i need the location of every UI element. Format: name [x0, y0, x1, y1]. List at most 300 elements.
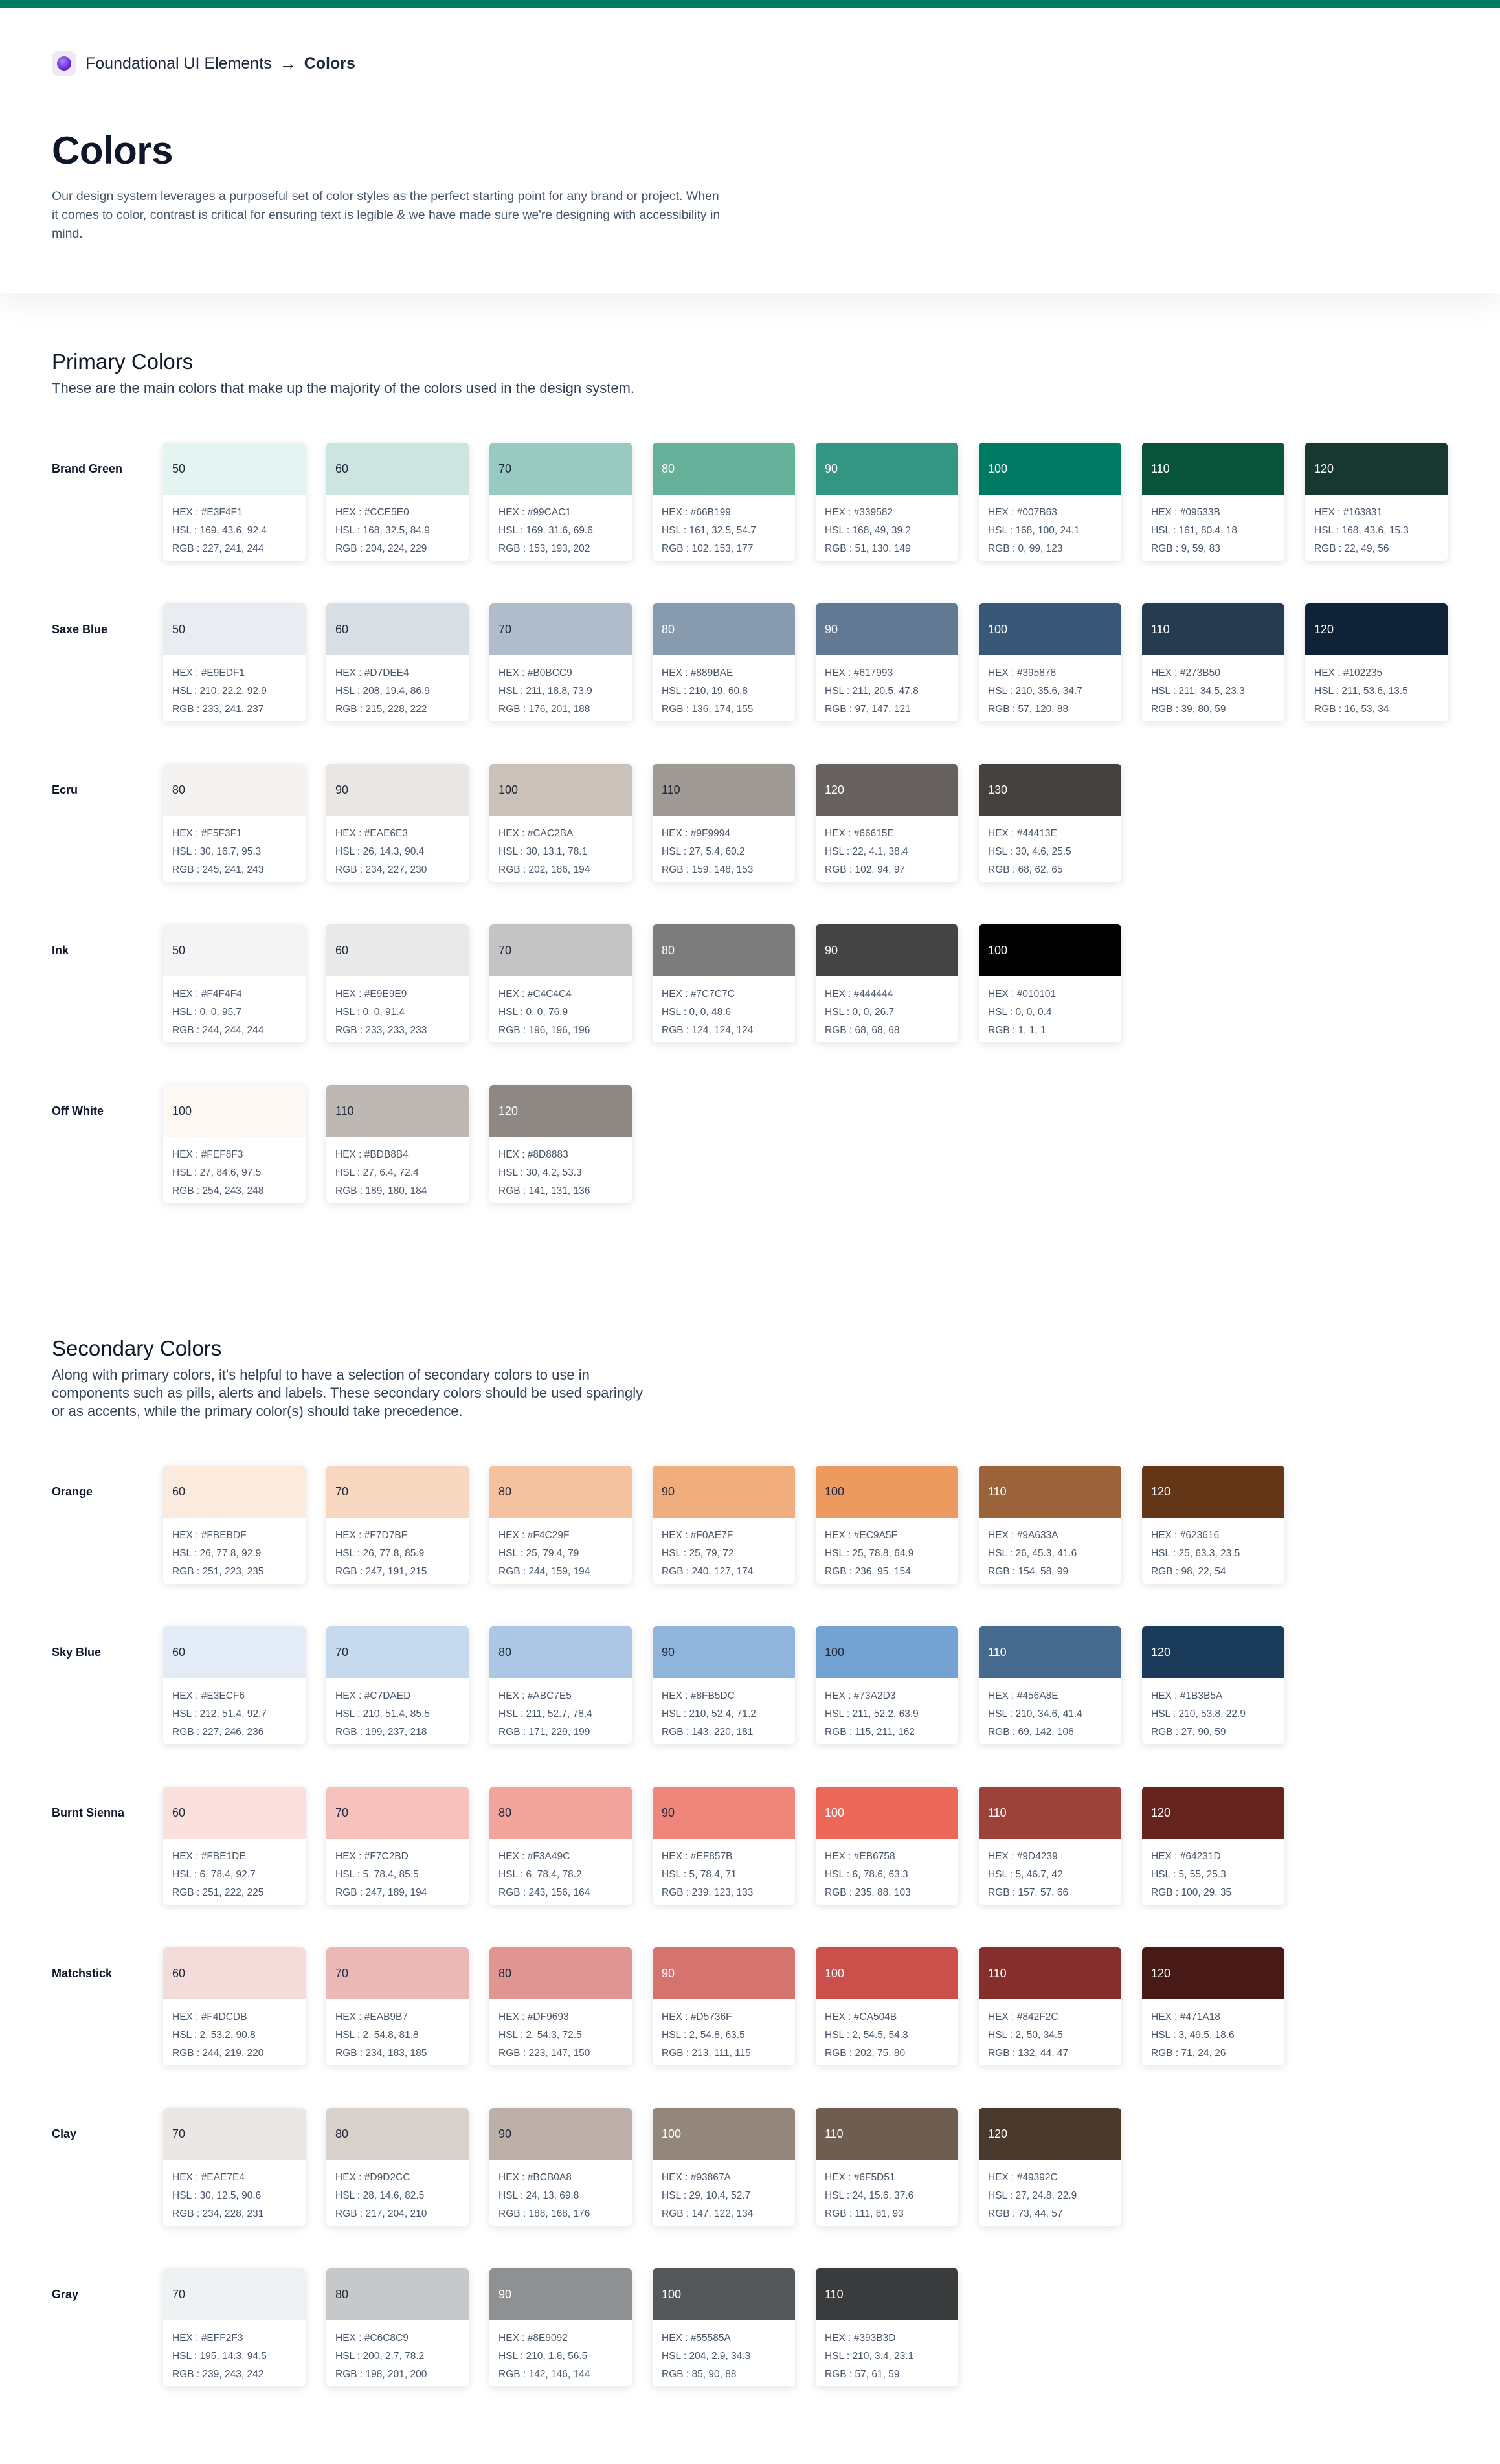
color-family-row — [52, 603, 1448, 764]
rgb-value: RGB : 115, 211, 162 — [825, 1727, 915, 1738]
color-swatch-card[interactable] — [979, 1466, 1121, 1584]
swatch-values — [1305, 655, 1448, 719]
swatch-values — [653, 2320, 795, 2384]
hsl-value: HSL : 200, 2.7, 78.2 — [335, 2351, 425, 2362]
hsl-value: HSL : 30, 4.6, 25.5 — [988, 846, 1071, 857]
color-swatch-card[interactable] — [979, 1626, 1121, 1744]
rgb-value: RGB : 247, 191, 215 — [335, 1566, 427, 1577]
hsl-value: HSL : 211, 52.2, 63.9 — [825, 1708, 919, 1719]
color-swatch-card[interactable] — [163, 764, 306, 882]
hex-value: HEX : #CA504B — [825, 2011, 897, 2022]
color-swatch — [816, 1787, 958, 1839]
rgb-value: RGB : 202, 75, 80 — [825, 2048, 906, 2059]
rgb-value: RGB : 189, 180, 184 — [335, 1185, 427, 1196]
swatch-values — [163, 655, 306, 719]
page-header — [0, 8, 1500, 293]
hex-value: HEX : #93867A — [662, 2172, 731, 2183]
hex-value: HEX : #66615E — [825, 828, 894, 839]
hex-value: HEX : #F0AE7F — [662, 1530, 733, 1541]
hex-value: HEX : #73A2D3 — [825, 1690, 896, 1701]
color-swatch-card[interactable] — [979, 603, 1121, 721]
hsl-value: HSL : 25, 79.4, 79 — [498, 1548, 579, 1559]
color-swatch-card[interactable] — [326, 924, 469, 1042]
swatch-values — [653, 1518, 795, 1581]
rgb-value: RGB : 251, 222, 225 — [172, 1887, 264, 1898]
rgb-value: RGB : 236, 95, 154 — [825, 1566, 911, 1577]
hsl-value: HSL : 5, 46.7, 42 — [988, 1869, 1063, 1880]
swatch-values — [163, 2160, 306, 2223]
secondary-color-families — [52, 1466, 1448, 2429]
color-swatch-card[interactable] — [489, 1947, 632, 2065]
color-swatch-card[interactable] — [163, 924, 306, 1042]
color-swatch-card[interactable] — [163, 1787, 306, 1905]
color-swatch-card[interactable] — [163, 1626, 306, 1744]
rgb-value: RGB : 254, 243, 248 — [172, 1185, 264, 1196]
rgb-value: RGB : 188, 168, 176 — [498, 2208, 590, 2219]
hsl-value: HSL : 5, 78.4, 71 — [662, 1869, 737, 1880]
swatch-values — [1142, 495, 1284, 558]
hsl-value: HSL : 211, 53.6, 13.5 — [1314, 686, 1408, 697]
swatch-list — [163, 2108, 1142, 2226]
swatch-step-label: 100 — [988, 462, 1008, 475]
color-swatch-card[interactable] — [326, 1085, 469, 1203]
hex-value: HEX : #163831 — [1314, 507, 1383, 518]
swatch-step-label: 90 — [498, 2127, 512, 2140]
swatch-step-label: 90 — [662, 1645, 675, 1659]
color-family-row — [52, 1947, 1448, 2108]
swatch-step-label: 120 — [988, 2127, 1008, 2140]
rgb-value: RGB : 16, 53, 34 — [1314, 704, 1389, 715]
rgb-value: RGB : 0, 99, 123 — [988, 543, 1063, 554]
color-swatch-card[interactable] — [163, 603, 306, 721]
swatch-step-label: 120 — [1151, 1806, 1171, 1819]
color-swatch-card[interactable] — [489, 1626, 632, 1744]
color-swatch-card[interactable] — [653, 2268, 795, 2386]
rgb-value: RGB : 39, 80, 59 — [1151, 704, 1226, 715]
color-swatch-card[interactable] — [326, 603, 469, 721]
hsl-value: HSL : 26, 77.8, 85.9 — [335, 1548, 425, 1559]
color-swatch — [816, 1626, 958, 1678]
color-swatch — [326, 764, 469, 816]
color-family-row — [52, 2268, 1448, 2429]
color-swatch-card[interactable] — [1305, 603, 1448, 721]
swatch-step-label: 110 — [825, 2127, 844, 2140]
color-swatch-card[interactable] — [979, 2108, 1121, 2226]
rgb-value: RGB : 57, 120, 88 — [988, 704, 1069, 715]
color-swatch — [163, 603, 306, 655]
hsl-value: HSL : 27, 84.6, 97.5 — [172, 1167, 262, 1178]
swatch-values — [979, 495, 1121, 558]
color-family-row — [52, 1466, 1448, 1626]
color-swatch-card[interactable] — [653, 2108, 795, 2226]
color-swatch — [816, 443, 958, 495]
swatch-values — [653, 1839, 795, 1902]
rgb-value: RGB : 239, 123, 133 — [662, 1887, 754, 1898]
color-swatch — [1142, 1947, 1284, 1999]
color-swatch-card[interactable] — [816, 603, 958, 721]
color-swatch-card[interactable] — [326, 2268, 469, 2386]
rgb-value: RGB : 244, 244, 244 — [172, 1025, 264, 1036]
swatch-step-label: 120 — [1314, 462, 1334, 475]
color-family-label: Matchstick — [52, 1967, 113, 1980]
color-swatch-card[interactable] — [163, 1085, 306, 1203]
swatch-values — [326, 816, 469, 879]
color-swatch — [326, 443, 469, 495]
swatch-values — [816, 1839, 958, 1902]
swatch-step-label: 60 — [172, 1484, 186, 1498]
color-swatch-card[interactable] — [326, 1466, 469, 1584]
hex-value: HEX : #393B3D — [825, 2333, 896, 2344]
swatch-values — [489, 1839, 632, 1902]
hsl-value: HSL : 211, 52.7, 78.4 — [498, 1708, 592, 1719]
color-swatch-card[interactable] — [163, 1466, 306, 1584]
color-swatch-card[interactable] — [163, 443, 306, 561]
swatch-step-label: 70 — [335, 1806, 349, 1819]
swatch-values — [816, 1518, 958, 1581]
swatch-step-label: 70 — [498, 943, 512, 957]
rgb-value: RGB : 97, 147, 121 — [825, 704, 911, 715]
rgb-value: RGB : 233, 241, 237 — [172, 704, 264, 715]
color-swatch — [489, 924, 632, 976]
color-swatch-card[interactable] — [653, 603, 795, 721]
color-swatch-card[interactable] — [653, 924, 795, 1042]
color-swatch — [979, 764, 1121, 816]
hsl-value: HSL : 168, 32.5, 84.9 — [335, 525, 430, 536]
hsl-value: HSL : 24, 15.6, 37.6 — [825, 2190, 914, 2201]
color-swatch-card[interactable] — [653, 1947, 795, 2065]
rgb-value: RGB : 111, 81, 93 — [825, 2208, 904, 2219]
swatch-list — [163, 2268, 979, 2386]
rgb-value: RGB : 142, 146, 144 — [498, 2369, 590, 2380]
swatch-values — [489, 816, 632, 879]
rgb-value: RGB : 234, 228, 231 — [172, 2208, 264, 2219]
hex-value: HEX : #8E9092 — [498, 2333, 568, 2344]
color-swatch-card[interactable] — [326, 1626, 469, 1744]
app-logo-icon[interactable] — [52, 51, 76, 76]
rgb-value: RGB : 245, 241, 243 — [172, 864, 264, 875]
swatch-values — [326, 1999, 469, 2063]
color-swatch-card[interactable] — [816, 1947, 958, 2065]
rgb-value: RGB : 132, 44, 47 — [988, 2048, 1069, 2059]
swatch-step-label: 80 — [662, 622, 675, 636]
color-swatch-card[interactable] — [1142, 1466, 1284, 1584]
color-family-label: Saxe Blue — [52, 623, 108, 636]
hsl-value: HSL : 169, 43.6, 92.4 — [172, 525, 267, 536]
swatch-step-label: 60 — [172, 1966, 186, 1980]
hsl-value: HSL : 2, 54.3, 72.5 — [498, 2030, 582, 2041]
rgb-value: RGB : 9, 59, 83 — [1151, 543, 1220, 554]
rgb-value: RGB : 124, 124, 124 — [662, 1025, 754, 1036]
color-swatch — [653, 603, 795, 655]
color-swatch-card[interactable] — [816, 2108, 958, 2226]
hsl-value: HSL : 22, 4.1, 38.4 — [825, 846, 908, 857]
hsl-value: HSL : 29, 10.4, 52.7 — [662, 2190, 751, 2201]
swatch-step-label: 90 — [825, 943, 838, 957]
hsl-value: HSL : 0, 0, 95.7 — [172, 1007, 242, 1018]
color-swatch-card[interactable] — [489, 2268, 632, 2386]
color-swatch-card[interactable] — [653, 764, 795, 882]
hex-value: HEX : #623616 — [1151, 1530, 1220, 1541]
swatch-values — [326, 1839, 469, 1902]
color-family-label: Clay — [52, 2127, 77, 2140]
hex-value: HEX : #889BAE — [662, 667, 733, 678]
color-swatch — [163, 1466, 306, 1518]
swatch-step-label: 70 — [498, 622, 512, 636]
color-family-row — [52, 1626, 1448, 1787]
color-swatch-card[interactable] — [489, 603, 632, 721]
swatch-values — [326, 1137, 469, 1200]
hsl-value: HSL : 204, 2.9, 34.3 — [662, 2351, 751, 2362]
color-swatch — [979, 603, 1121, 655]
swatch-step-label: 110 — [335, 1104, 354, 1117]
hsl-value: HSL : 212, 51.4, 92.7 — [172, 1708, 267, 1719]
rgb-value: RGB : 141, 131, 136 — [498, 1185, 590, 1196]
swatch-step-label: 80 — [662, 462, 675, 475]
hex-value: HEX : #F4F4F4 — [172, 989, 242, 1000]
hsl-value: HSL : 211, 34.5, 23.3 — [1151, 686, 1245, 697]
swatch-step-label: 80 — [498, 1645, 512, 1659]
hsl-value: HSL : 30, 4.2, 53.3 — [498, 1167, 582, 1178]
swatch-step-label: 100 — [988, 622, 1008, 636]
color-swatch-card[interactable] — [489, 1787, 632, 1905]
hex-value: HEX : #55585A — [662, 2333, 731, 2344]
swatch-values — [326, 2320, 469, 2384]
color-swatch — [979, 924, 1121, 976]
color-swatch — [653, 924, 795, 976]
rgb-value: RGB : 247, 189, 194 — [335, 1887, 427, 1898]
color-swatch — [816, 2108, 958, 2160]
swatch-step-label: 110 — [1151, 622, 1170, 636]
color-swatch — [163, 1085, 306, 1137]
rgb-value: RGB : 85, 90, 88 — [662, 2369, 737, 2380]
color-swatch — [163, 443, 306, 495]
swatch-list — [163, 1947, 1305, 2065]
swatch-step-label: 60 — [335, 622, 349, 636]
hex-value: HEX : #CAC2BA — [498, 828, 574, 839]
swatch-values — [979, 976, 1121, 1040]
color-swatch-card[interactable] — [489, 1085, 632, 1203]
color-swatch-card[interactable] — [489, 1466, 632, 1584]
swatch-step-label: 110 — [988, 1484, 1007, 1498]
rgb-value: RGB : 202, 186, 194 — [498, 864, 590, 875]
hex-value: HEX : #EAE7E4 — [172, 2172, 245, 2183]
hsl-value: HSL : 161, 80.4, 18 — [1151, 525, 1237, 536]
swatch-values — [1142, 1839, 1284, 1902]
color-swatch — [489, 1085, 632, 1137]
color-swatch-card[interactable] — [1142, 1787, 1284, 1905]
hsl-value: HSL : 2, 54.5, 54.3 — [825, 2030, 908, 2041]
hex-value: HEX : #09533B — [1151, 507, 1220, 518]
swatch-list — [163, 764, 1142, 882]
color-swatch-card[interactable] — [163, 2268, 306, 2386]
hex-value: HEX : #EFF2F3 — [172, 2333, 243, 2344]
swatch-list — [163, 924, 1142, 1042]
swatch-step-label: 70 — [172, 2287, 186, 2301]
color-swatch-card[interactable] — [489, 443, 632, 561]
swatch-values — [979, 1518, 1121, 1581]
swatch-values — [326, 1518, 469, 1581]
rgb-value: RGB : 98, 22, 54 — [1151, 1566, 1226, 1577]
color-swatch-card[interactable] — [979, 1947, 1121, 2065]
hex-value: HEX : #FBE1DE — [172, 1851, 246, 1862]
color-swatch-card[interactable] — [979, 764, 1121, 882]
color-swatch-card[interactable] — [979, 924, 1121, 1042]
rgb-value: RGB : 239, 243, 242 — [172, 2369, 264, 2380]
rgb-value: RGB : 235, 88, 103 — [825, 1887, 911, 1898]
hex-value: HEX : #617993 — [825, 667, 893, 678]
color-swatch-card[interactable] — [653, 1466, 795, 1584]
color-swatch — [326, 603, 469, 655]
color-swatch-card[interactable] — [816, 443, 958, 561]
color-swatch — [1142, 1626, 1284, 1678]
hex-value: HEX : #8FB5DC — [662, 1690, 735, 1701]
swatch-values — [326, 976, 469, 1040]
color-swatch-card[interactable] — [816, 1787, 958, 1905]
hex-value: HEX : #471A18 — [1151, 2011, 1220, 2022]
hsl-value: HSL : 27, 24.8, 22.9 — [988, 2190, 1077, 2201]
color-swatch-card[interactable] — [816, 1466, 958, 1584]
swatch-values — [979, 816, 1121, 879]
rgb-value: RGB : 71, 24, 26 — [1151, 2048, 1226, 2059]
swatch-values — [653, 495, 795, 558]
hsl-value: HSL : 168, 100, 24.1 — [988, 525, 1080, 536]
color-swatch-card[interactable] — [979, 1787, 1121, 1905]
hsl-value: HSL : 5, 78.4, 85.5 — [335, 1869, 419, 1880]
swatch-values — [163, 1999, 306, 2063]
color-swatch — [163, 924, 306, 976]
color-swatch-card[interactable] — [816, 2268, 958, 2386]
hex-value: HEX : #F7C2BD — [335, 1851, 409, 1862]
rgb-value: RGB : 159, 148, 153 — [662, 864, 754, 875]
color-swatch-card[interactable] — [489, 2108, 632, 2226]
rgb-value: RGB : 215, 228, 222 — [335, 704, 427, 715]
rgb-value: RGB : 227, 246, 236 — [172, 1727, 264, 1738]
arrow-right-icon: → — [279, 53, 297, 73]
rgb-value: RGB : 199, 237, 218 — [335, 1727, 427, 1738]
rgb-value: RGB : 68, 62, 65 — [988, 864, 1063, 875]
color-swatch-card[interactable] — [653, 1787, 795, 1905]
color-swatch — [163, 1787, 306, 1839]
color-swatch-card[interactable] — [979, 443, 1121, 561]
rgb-value: RGB : 100, 29, 35 — [1151, 1887, 1232, 1898]
rgb-value: RGB : 217, 204, 210 — [335, 2208, 427, 2219]
rgb-value: RGB : 143, 220, 181 — [662, 1727, 754, 1738]
rgb-value: RGB : 154, 58, 99 — [988, 1566, 1069, 1577]
color-swatch — [326, 1947, 469, 1999]
swatch-step-label: 70 — [335, 1484, 349, 1498]
hsl-value: HSL : 2, 50, 34.5 — [988, 2030, 1063, 2041]
hsl-value: HSL : 30, 12.5, 90.6 — [172, 2190, 262, 2201]
color-swatch-card[interactable] — [326, 2108, 469, 2226]
hex-value: HEX : #DF9693 — [498, 2011, 569, 2022]
swatch-step-label: 100 — [825, 1645, 845, 1659]
swatch-values — [816, 976, 958, 1040]
swatch-values — [816, 1678, 958, 1742]
color-swatch — [1142, 603, 1284, 655]
hsl-value: HSL : 210, 22.2, 92.9 — [172, 686, 267, 697]
color-swatch-card[interactable] — [1142, 443, 1284, 561]
color-swatch-card[interactable] — [816, 1626, 958, 1744]
color-swatch-card[interactable] — [489, 764, 632, 882]
hsl-value: HSL : 25, 63.3, 23.5 — [1151, 1548, 1240, 1559]
primary-color-families — [52, 443, 1448, 1246]
color-swatch — [326, 2108, 469, 2160]
color-swatch-card[interactable] — [163, 1947, 306, 2065]
color-swatch-card[interactable] — [326, 1787, 469, 1905]
color-swatch — [163, 1947, 306, 1999]
color-family-row — [52, 443, 1448, 603]
color-swatch-card[interactable] — [1142, 1947, 1284, 2065]
section-title: Secondary Colors — [52, 1336, 222, 1360]
hsl-value: HSL : 28, 14.6, 82.5 — [335, 2190, 425, 2201]
swatch-values — [816, 495, 958, 558]
rgb-value: RGB : 1, 1, 1 — [988, 1025, 1046, 1036]
swatch-step-label: 80 — [498, 1484, 512, 1498]
swatch-values — [1305, 495, 1448, 558]
hex-value: HEX : #F4DCDB — [172, 2011, 247, 2022]
swatch-step-label: 100 — [662, 2127, 682, 2140]
color-swatch-card[interactable] — [653, 1626, 795, 1744]
swatch-step-label: 120 — [1314, 622, 1334, 636]
color-swatch-card[interactable] — [326, 764, 469, 882]
swatch-values — [979, 1678, 1121, 1742]
hsl-value: HSL : 168, 43.6, 15.3 — [1314, 525, 1409, 536]
color-family-label: Burnt Sienna — [52, 1806, 125, 1819]
rgb-value: RGB : 102, 153, 177 — [662, 543, 754, 554]
hsl-value: HSL : 0, 0, 76.9 — [498, 1007, 568, 1018]
swatch-step-label: 70 — [335, 1645, 349, 1659]
color-swatch-card[interactable] — [816, 924, 958, 1042]
swatch-values — [816, 816, 958, 879]
color-swatch-card[interactable] — [1142, 603, 1284, 721]
hsl-value: HSL : 25, 79, 72 — [662, 1548, 734, 1559]
color-swatch — [653, 1787, 795, 1839]
hex-value: HEX : #456A8E — [988, 1690, 1058, 1701]
color-swatch-card[interactable] — [1305, 443, 1448, 561]
color-swatch — [326, 2268, 469, 2320]
hsl-value: HSL : 26, 14.3, 90.4 — [335, 846, 425, 857]
hsl-value: HSL : 2, 54.8, 63.5 — [662, 2030, 745, 2041]
swatch-values — [1142, 1518, 1284, 1581]
rgb-value: RGB : 233, 233, 233 — [335, 1025, 427, 1036]
swatch-step-label: 110 — [662, 783, 680, 796]
hsl-value: HSL : 210, 53.8, 22.9 — [1151, 1708, 1246, 1719]
color-swatch — [653, 2268, 795, 2320]
rgb-value: RGB : 69, 142, 106 — [988, 1727, 1074, 1738]
rgb-value: RGB : 213, 111, 115 — [662, 2048, 751, 2059]
color-swatch-card[interactable] — [326, 1947, 469, 2065]
swatch-list — [163, 603, 1468, 721]
swatch-values — [653, 1999, 795, 2063]
color-swatch — [1142, 1466, 1284, 1518]
color-swatch — [326, 924, 469, 976]
rgb-value: RGB : 22, 49, 56 — [1314, 543, 1389, 554]
secondary-colors-section — [0, 1336, 1500, 2429]
color-swatch-card[interactable] — [489, 924, 632, 1042]
hex-value: HEX : #99CAC1 — [498, 507, 572, 518]
color-swatch-card[interactable] — [816, 764, 958, 882]
color-swatch-card[interactable] — [653, 443, 795, 561]
color-swatch — [326, 1466, 469, 1518]
hsl-value: HSL : 24, 13, 69.8 — [498, 2190, 579, 2201]
hsl-value: HSL : 30, 13.1, 78.1 — [498, 846, 588, 857]
color-swatch-card[interactable] — [1142, 1626, 1284, 1744]
swatch-step-label: 90 — [662, 1806, 675, 1819]
swatch-values — [489, 1518, 632, 1581]
color-swatch-card[interactable] — [326, 443, 469, 561]
color-swatch-card[interactable] — [163, 2108, 306, 2226]
breadcrumb-parent-link[interactable]: Foundational UI Elements — [85, 54, 272, 73]
